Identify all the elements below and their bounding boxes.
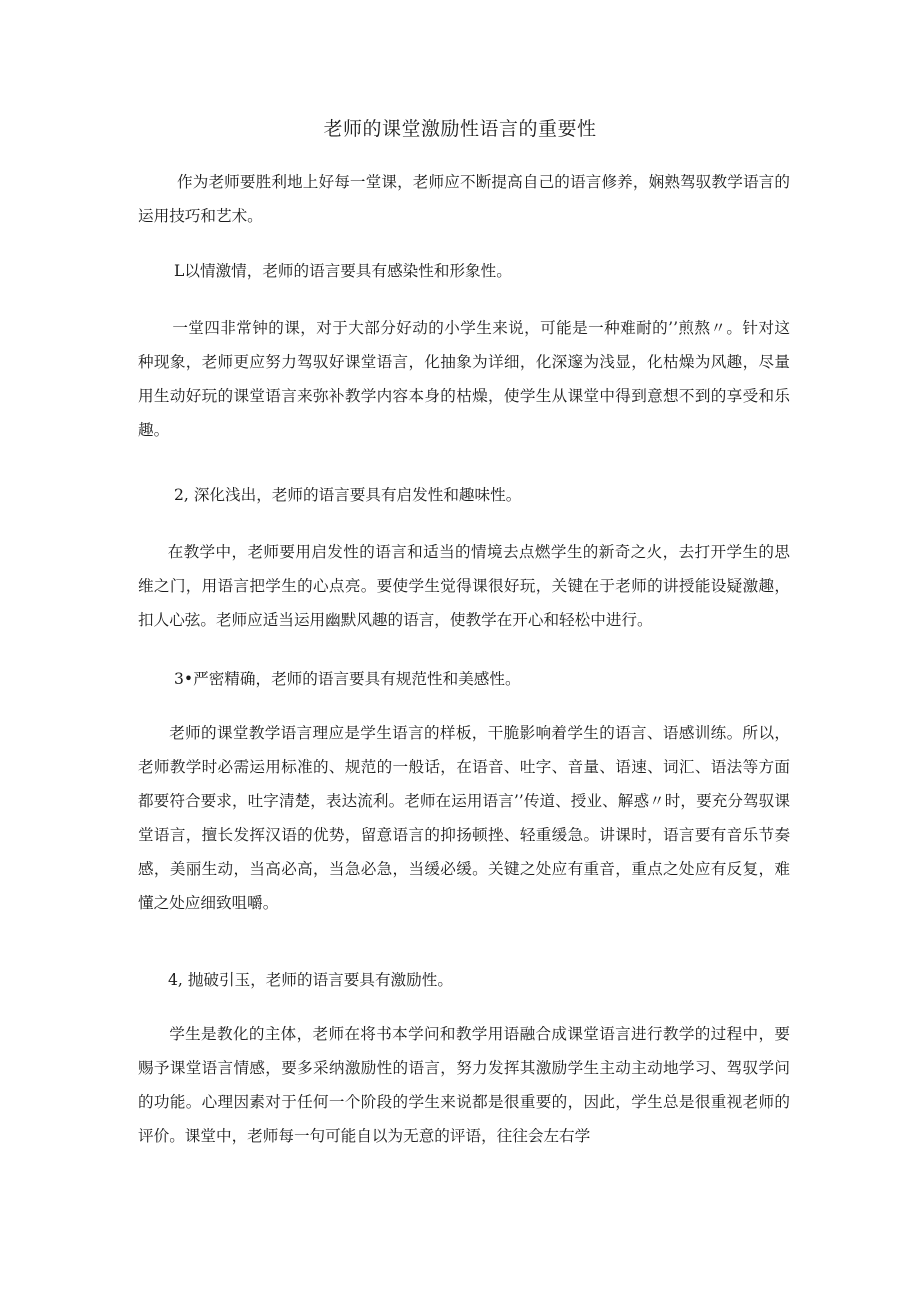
section-heading-2: 2, 深化浅出，老师的语言要具有启发性和趣味性。 [174,486,522,504]
section-heading-4: 4, 抛破引玉，老师的语言要具有激励性。 [168,971,453,989]
document-title: 老师的课堂激励性语言的重要性 [323,118,597,140]
section-heading-1: L以情激情，老师的语言要具有感染性和形象性。 [174,262,512,280]
section-body-1: 一堂四非常钟的课，对于大部分好动的小学生来说，可能是一种难耐的’’煎熬〃。针对这种现象，老师更应努力驾驭好课堂语言，化抽象为详细，化深邃为浅显，化枯燥为风趣，尽量用生动好玩的课堂语言来弥补教学内容本身的枯燥，使学生从课堂中得到意想不到的享受和乐趣。 [138,319,790,439]
section-body-2: 在教学中，老师要用启发性的语言和适当的情境去点燃学生的新奇之火，去打开学生的思维之门，用语言把学生的心点亮。要使学生觉得课很好玩，关键在于老师的讲授能设疑激趣，扣人心弦。老师应适当运用幽默风趣的语言，使教学在开心和轻松中进行。 [138,543,790,629]
section-body-4: 学生是教化的主体，老师在将书本学问和教学用语融合成课堂语言进行教学的过程中，要赐予课堂语言情感，要多采纳激励性的语言，努力发挥其激励学生主动主动地学习、驾驭学问的功能。心理因素对于任何一个阶段的学生来说都是很重要的，因此，学生总是很重视老师的评价。课堂中，老师每一句可能自以为无意的评语，往往会左右学 [138,1025,790,1145]
section-heading-3: 3•严密精确，老师的语言要具有规范性和美感性。 [174,670,521,688]
intro-paragraph: 作为老师要胜利地上好每一堂课，老师应不断提高自己的语言修养，娴熟驾驭教学语言的运用技巧和艺术。 [138,173,790,225]
section-body-3: 老师的课堂教学语言理应是学生语言的样板，干脆影响着学生的语言、语感训练。所以，老师教学时必需运用标准的、规范的一般话，在语音、吐字、音量、语速、词汇、语法等方面都要符合要求，吐字清楚，表达流利。老师在运用语言’’传道、授业、解惑〃时，要充分驾驭课堂语言，擅长发挥汉语的优势，留意语言的抑扬顿挫、轻重缓急。讲课时，语言要有音乐节奏感，美丽生动，当高必高，当急必急，当缓必缓。关键之处应有重音，重点之处应有反复，难懂之处应细致咀嚼。 [138,724,790,912]
